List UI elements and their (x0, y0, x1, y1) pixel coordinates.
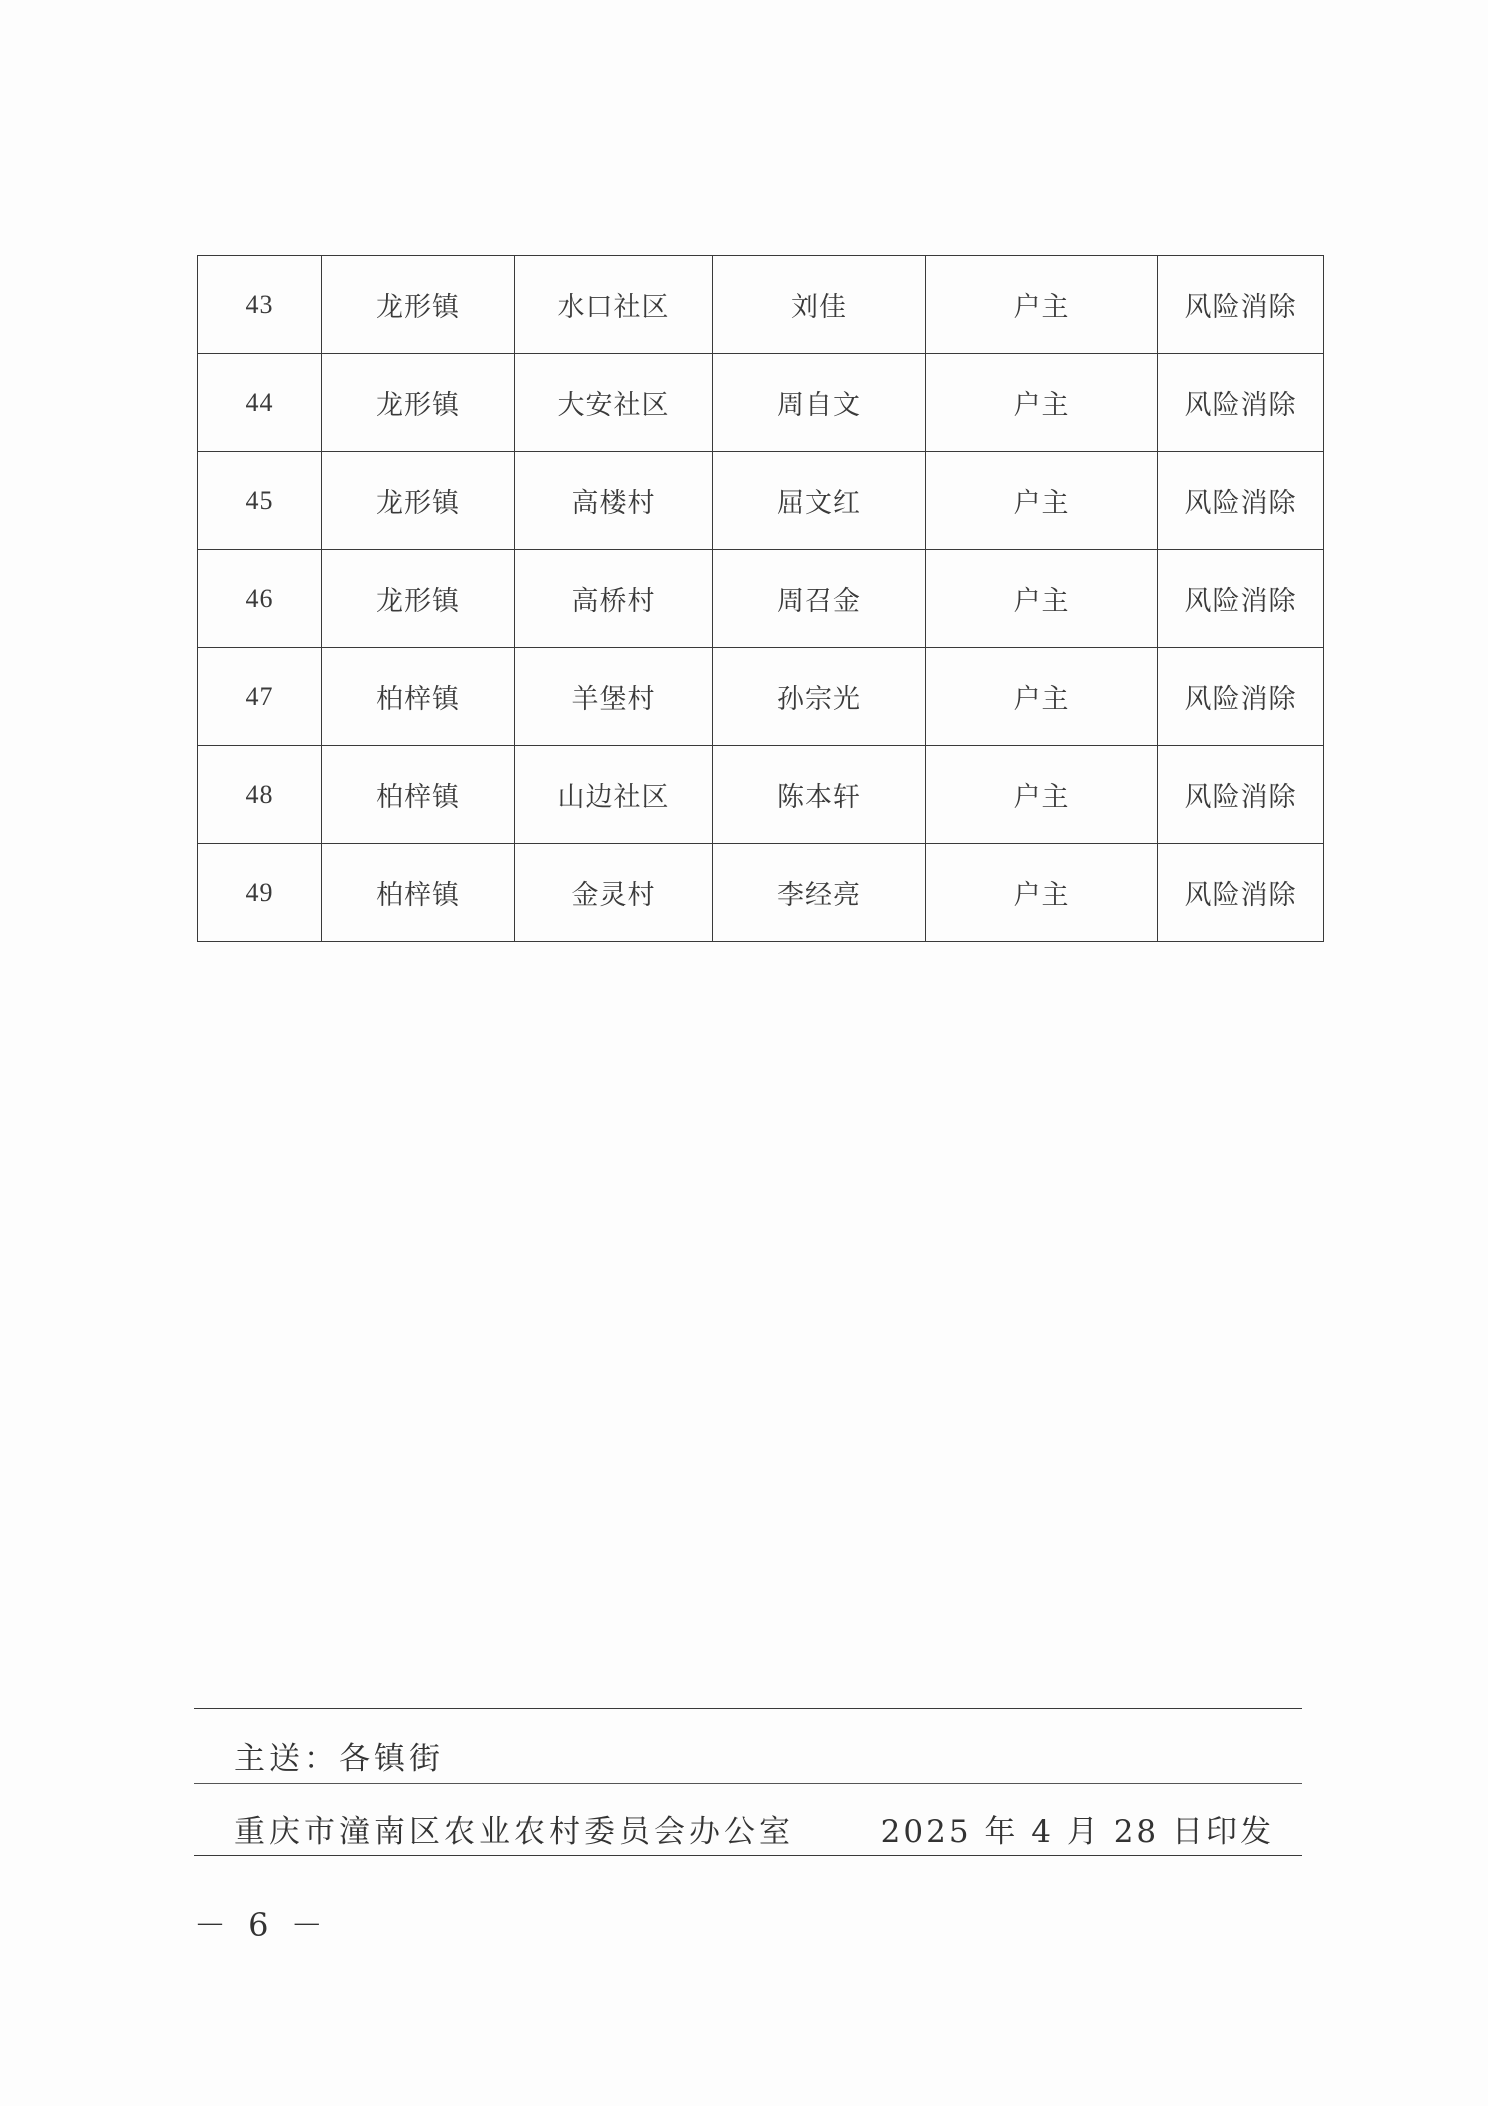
issue-date: 2025 年 4 月 28 日印发 (880, 1814, 1274, 1850)
roster-table (197, 255, 1324, 942)
village-cell: 大安社区 (515, 354, 713, 452)
village-cell: 水口社区 (515, 256, 713, 354)
table-row (198, 550, 1324, 648)
page-number: － 6 － (194, 1906, 329, 1944)
footer-top-rule (194, 1708, 1302, 1709)
relation-cell: 户主 (926, 452, 1158, 550)
status-cell: 风险消除 (1158, 354, 1324, 452)
issuer-name: 重庆市潼南区农业农村委员会办公室 (234, 1814, 794, 1850)
recipients-line: 主送：各镇街 (234, 1741, 444, 1777)
row-number: 49 (198, 844, 322, 942)
village-cell: 高楼村 (515, 452, 713, 550)
name-cell: 李经亮 (713, 844, 926, 942)
village-cell: 金灵村 (515, 844, 713, 942)
row-number: 48 (198, 746, 322, 844)
table-row (198, 648, 1324, 746)
table-row (198, 256, 1324, 354)
town-cell: 龙形镇 (322, 452, 515, 550)
relation-cell: 户主 (926, 256, 1158, 354)
name-cell: 屈文红 (713, 452, 926, 550)
row-number: 43 (198, 256, 322, 354)
row-number: 45 (198, 452, 322, 550)
row-number: 47 (198, 648, 322, 746)
row-number: 46 (198, 550, 322, 648)
status-cell: 风险消除 (1158, 256, 1324, 354)
town-cell: 柏梓镇 (322, 746, 515, 844)
table-row (198, 452, 1324, 550)
table-row (198, 746, 1324, 844)
town-cell: 龙形镇 (322, 354, 515, 452)
town-cell: 龙形镇 (322, 550, 515, 648)
relation-cell: 户主 (926, 354, 1158, 452)
village-cell: 高桥村 (515, 550, 713, 648)
status-cell: 风险消除 (1158, 746, 1324, 844)
status-cell: 风险消除 (1158, 844, 1324, 942)
name-cell: 刘佳 (713, 256, 926, 354)
town-cell: 龙形镇 (322, 256, 515, 354)
row-number: 44 (198, 354, 322, 452)
town-cell: 柏梓镇 (322, 844, 515, 942)
village-cell: 山边社区 (515, 746, 713, 844)
status-cell: 风险消除 (1158, 648, 1324, 746)
name-cell: 陈本轩 (713, 746, 926, 844)
footer-middle-rule (194, 1783, 1302, 1784)
name-cell: 周自文 (713, 354, 926, 452)
relation-cell: 户主 (926, 746, 1158, 844)
relation-cell: 户主 (926, 844, 1158, 942)
status-cell: 风险消除 (1158, 550, 1324, 648)
relation-cell: 户主 (926, 550, 1158, 648)
name-cell: 孙宗光 (713, 648, 926, 746)
footer-bottom-rule (194, 1855, 1302, 1856)
relation-cell: 户主 (926, 648, 1158, 746)
status-cell: 风险消除 (1158, 452, 1324, 550)
table-row (198, 844, 1324, 942)
table-row (198, 354, 1324, 452)
town-cell: 柏梓镇 (322, 648, 515, 746)
village-cell: 羊堡村 (515, 648, 713, 746)
name-cell: 周召金 (713, 550, 926, 648)
